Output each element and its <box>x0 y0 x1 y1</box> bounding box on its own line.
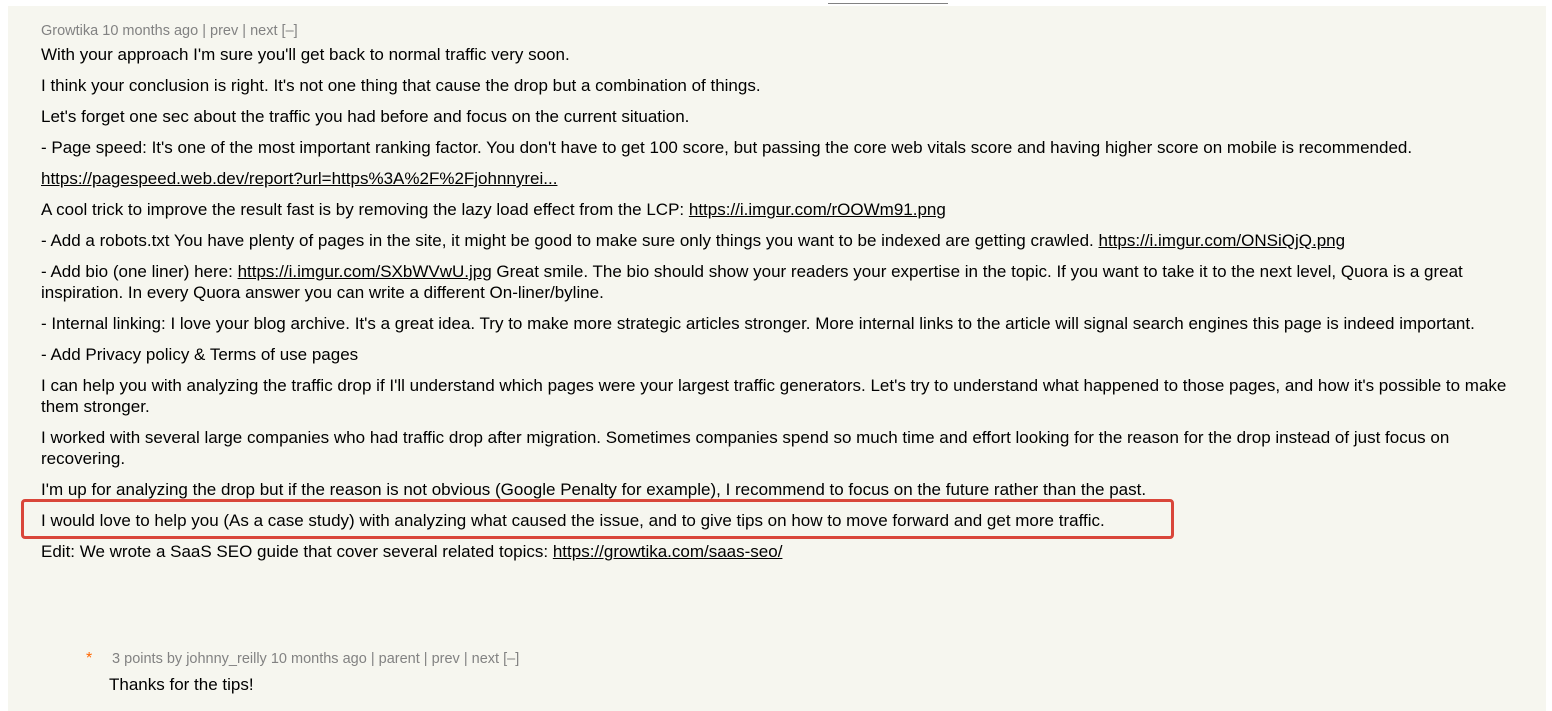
reply-next-link[interactable]: next <box>471 651 500 667</box>
reply-prev-link[interactable]: prev <box>431 651 460 667</box>
comment-paragraph: - Add Privacy policy & Terms of use pages <box>41 345 359 364</box>
highlighted-paragraph <box>41 510 1531 531</box>
prev-link[interactable]: prev <box>210 23 239 39</box>
parent-link[interactable]: parent <box>378 651 420 667</box>
imgur-lcp-link[interactable]: https://i.imgur.com/rOOWm91.png <box>688 200 946 219</box>
comment-paragraph <box>41 541 1531 562</box>
paragraph-text: Great smile. The bio should show your readers your expertise in the topic. If you want to take it to the next level, Quora is a great inspiration. In every Quora answer you can write a different On-liner/byline. <box>41 262 1463 302</box>
comment-paragraph: I'm up for analyzing the drop but if the reason is not obvious (Google Penalty for example), I recommend to focus on the future rather than the past. <box>41 480 1147 499</box>
reply-collapse-toggle[interactable]: [–] <box>503 651 520 667</box>
reply-text: Thanks for the tips! <box>109 675 254 694</box>
reply-meta <box>86 650 1486 668</box>
imgur-robots-link[interactable]: https://i.imgur.com/ONSiQjQ.png <box>1098 231 1346 250</box>
comment-text <box>41 44 1531 562</box>
meta-separator: | <box>370 651 375 667</box>
saas-seo-link[interactable]: https://growtika.com/saas-seo/ <box>552 542 783 561</box>
comment-author-link[interactable]: Growtika <box>41 23 99 39</box>
collapse-toggle[interactable]: [–] <box>281 23 298 39</box>
comment <box>41 22 1531 572</box>
comment-paragraph: With your approach I'm sure you'll get back to normal traffic very soon. <box>41 45 570 64</box>
comment-paragraph: - Internal linking: I love your blog archive. It's a great idea. Try to make more strategic articles stronger. More internal links to the article will signal search engines this page is indeed important. <box>41 314 1475 333</box>
paragraph-text: - Add bio (one liner) here: <box>41 262 238 281</box>
reply-points: 3 points by <box>112 651 183 667</box>
comment-paragraph: - Page speed: It's one of the most important ranking factor. You don't have to get 100 score, but passing the core web vitals score and having higher score on mobile is recommended. <box>41 138 1413 157</box>
meta-separator: | <box>202 23 206 39</box>
reply-author-link[interactable]: johnny_reilly <box>186 651 267 667</box>
paragraph-text: Edit: We wrote a SaaS SEO guide that cover several related topics: <box>41 542 553 561</box>
comment-paragraph: I think your conclusion is right. It's not one thing that cause the drop but a combination of things. <box>41 76 761 95</box>
reply-age-link[interactable]: 10 months ago <box>270 651 367 667</box>
comment-paragraph: Let's forget one sec about the traffic you had before and focus on the current situation. <box>41 107 690 126</box>
comment-paragraph: I can help you with analyzing the traffic drop if I'll understand which pages were your largest traffic generators. Let's try to understand what happened to those pages, and how it's possible to make them stronger. <box>41 376 1507 416</box>
star-icon: * <box>86 650 93 667</box>
meta-separator: | <box>463 651 468 667</box>
imgur-bio-link[interactable]: https://i.imgur.com/SXbWVwU.jpg <box>237 262 492 281</box>
comment-paragraph <box>41 261 1531 303</box>
paragraph-text: I would love to help you (As a case study) with analyzing what caused the issue, and to give tips on how to move forward and get more traffic. <box>41 511 1105 530</box>
meta-separator: | <box>242 23 247 39</box>
comment-paragraph: I worked with several large companies who had traffic drop after migration. Sometimes companies spend so much time and effort looking for the reason for the drop instead of just focus on recovering. <box>41 428 1450 468</box>
comment-paragraph <box>41 230 1531 251</box>
paragraph-text: - Add a robots.txt You have plenty of pages in the site, it might be good to make sure only things you want to be indexed are getting crawled. <box>41 231 1099 250</box>
paragraph-text: A cool trick to improve the result fast is by removing the lazy load effect from the LCP: <box>41 200 689 219</box>
comment-meta <box>41 22 1531 40</box>
comment-paragraph <box>41 199 1531 220</box>
comment-paragraph <box>41 168 1531 189</box>
next-link[interactable]: next <box>250 23 278 39</box>
pagespeed-link[interactable]: https://pagespeed.web.dev/report?url=https%3A%2F%2Fjohnnyrei... <box>41 169 558 188</box>
top-divider <box>828 3 948 4</box>
meta-separator: | <box>423 651 428 667</box>
comment-age-link[interactable]: 10 months ago <box>102 23 199 39</box>
reply-comment <box>86 650 1486 695</box>
